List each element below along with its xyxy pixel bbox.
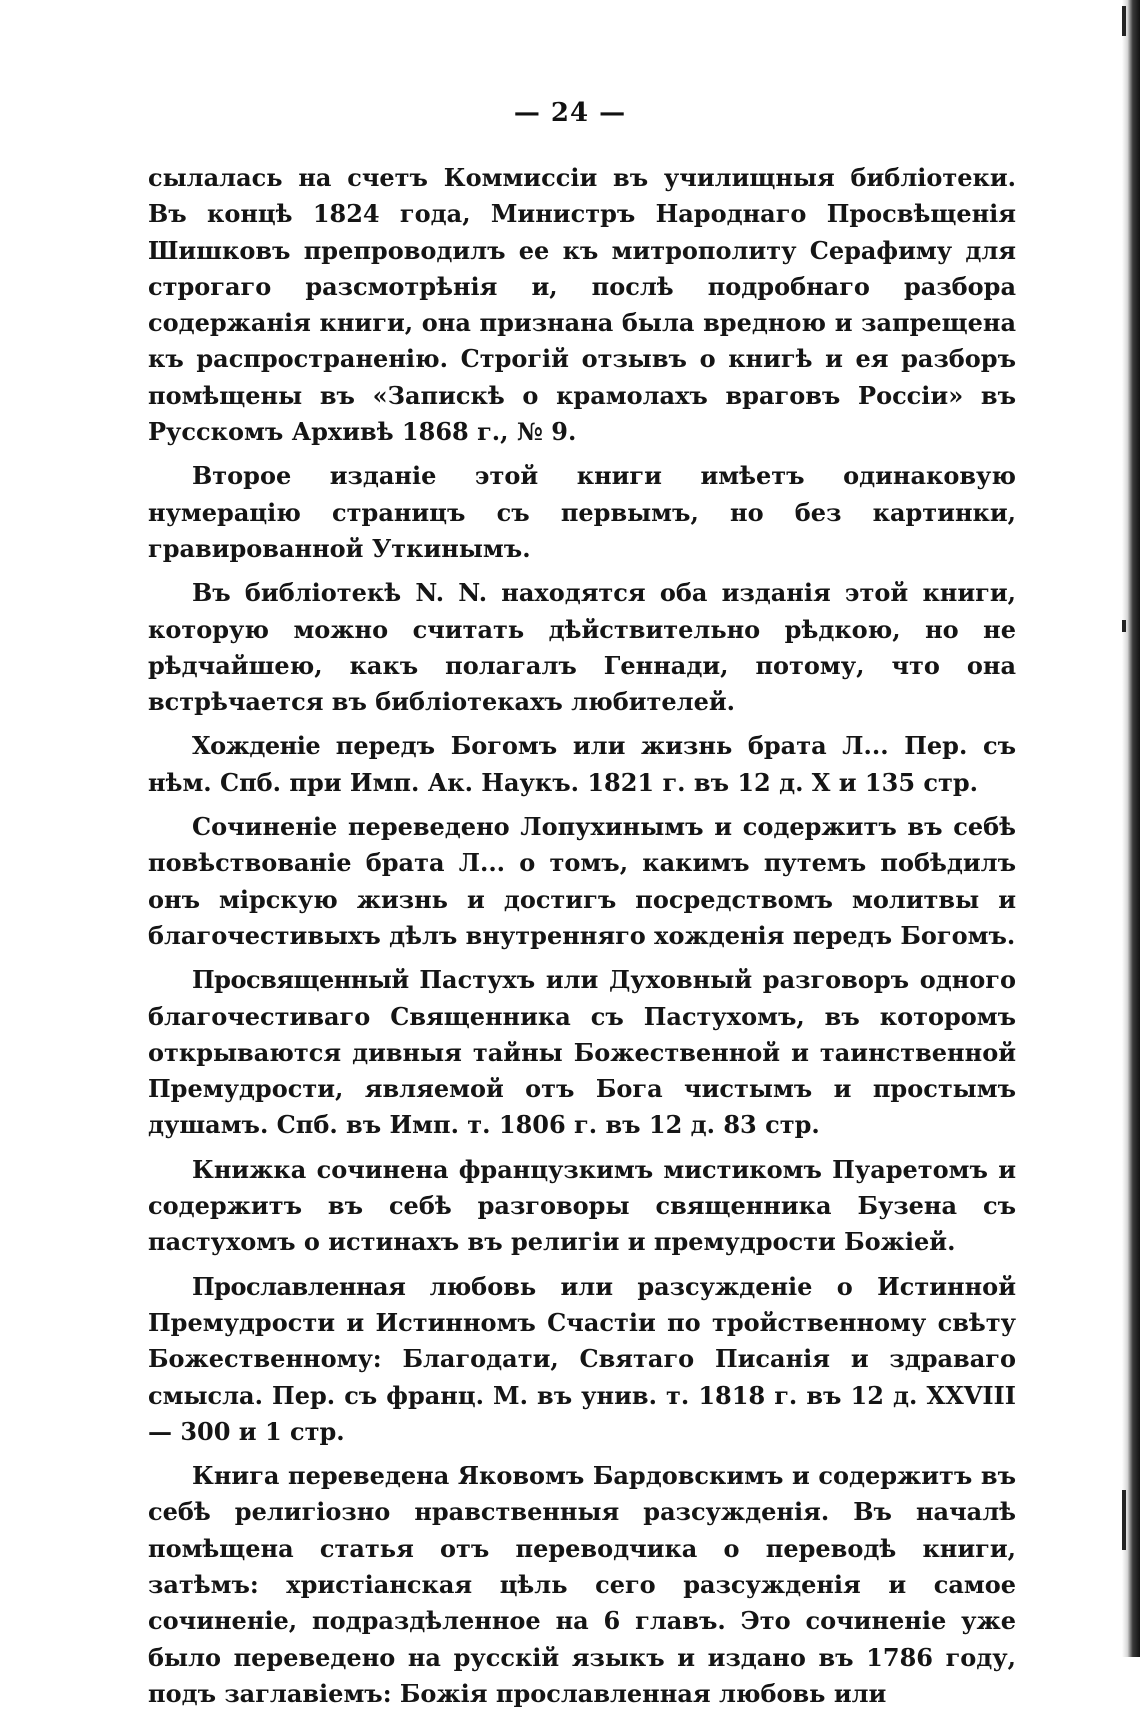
entry-text: передъ Богомъ или жизнь брата Л... Пер. съ нѣм. Спб. при Имп. Ак. Наукъ. 1821 г. въ 12 д. X и 135 стр.	[148, 731, 1016, 797]
paragraph	[148, 809, 1016, 954]
paragraph-text: сылалась на счетъ Коммиссіи въ училищныя библіотеки. Въ концѣ 1824 года, Министръ Народнаго Просвѣщенія Шишковъ препроводилъ ее къ митрополиту Серафиму для строгаго разсмотрѣнія и, послѣ подробнаго разбора содержанія книги, она признана была вредною и запрещена къ распространенію. Строгій отзывъ о книгѣ и ея разборъ помѣщены въ «Запискѣ о крамолахъ враговъ Россіи» въ Русскомъ Архивѣ 1868 г., № 9.	[148, 163, 1016, 447]
paragraph-text: Сочиненіе переведено Лопухинымъ и содержитъ въ себѣ повѣствованіе брата Л... о томъ, какимъ путемъ побѣдилъ онъ мірскую жизнь и достигъ посредствомъ молитвы и благочестивыхъ дѣлъ внутренняго хожденія передъ Богомъ.	[148, 812, 1016, 950]
entry-title-word: Хожденіе	[192, 731, 321, 761]
entry-text: Пастухъ или Духовный разговоръ одного благочестиваго Священника съ Пастухомъ, въ которомъ открываются дивныя тайны Божественной и таинственной Премудрости, являемой отъ Бога чистымъ и простымъ душамъ. Спб. въ Имп. т. 1806 г. въ 12 д. 83 стр.	[148, 965, 1016, 1140]
paragraph	[148, 575, 1016, 720]
entry-title-word: Прославленная	[192, 1271, 406, 1301]
paragraph	[148, 458, 1016, 567]
edge-speck	[1122, 6, 1126, 36]
entry-text: любовь или разсужденіе о Истинной Премудрости и Истинномъ Счастіи по тройственному свѣту Божественному: Благодати, Святаго Писанія и здраваго смысла. Пер. съ франц. М. въ унив. т. 1818 г. въ 12 д. XXVIII — 300 и 1 стр.	[148, 1271, 1016, 1446]
paragraph-text: Книжка сочинена французкимъ мистикомъ Пуаретомъ и содержитъ въ себѣ разговоры священника Бузена съ пастухомъ о истинахъ въ религіи и премудрости Божіей.	[148, 1154, 1016, 1257]
entry-title-word: Просвященный	[192, 965, 409, 995]
paragraph	[148, 1458, 1016, 1712]
page-number: — 24 —	[513, 98, 627, 128]
paragraph-text: Второе изданіе этой книги имѣетъ одинаковую нумерацію страницъ съ первымъ, но без картинки, гравированной Уткинымъ.	[148, 461, 1016, 563]
bibliography-entry	[148, 728, 1016, 801]
paragraph-text: Книга переведена Яковомъ Бардовскимъ и содержитъ въ себѣ религіозно нравственныя разсужденія. Въ началѣ помѣщена статья отъ переводчика о переводѣ книги, затѣмъ: христіанская цѣль сего разсужденія и самое сочиненіе, подраздѣленное на 6 главъ. Это сочиненіе уже было переведено на русскій языкъ и издано въ 1786 году, подъ заглавіемъ: Божія прославленная любовь или	[148, 1461, 1016, 1708]
paragraph	[148, 1152, 1016, 1261]
scanned-page-edge	[1122, 0, 1140, 1657]
page-body	[148, 160, 1016, 1720]
paragraph	[148, 160, 1016, 450]
paragraph-text: Въ библіотекѣ N. N. находятся оба изданія этой книги, которую можно считать дѣйствительно рѣдкою, но не рѣдчайшею, какъ полагалъ Геннади, потому, что она встрѣчается въ библіотекахъ любителей.	[148, 578, 1016, 717]
edge-speck	[1122, 1490, 1126, 1550]
bibliography-entry	[148, 1269, 1016, 1450]
bibliography-entry	[148, 962, 1016, 1143]
edge-speck	[1122, 620, 1126, 632]
